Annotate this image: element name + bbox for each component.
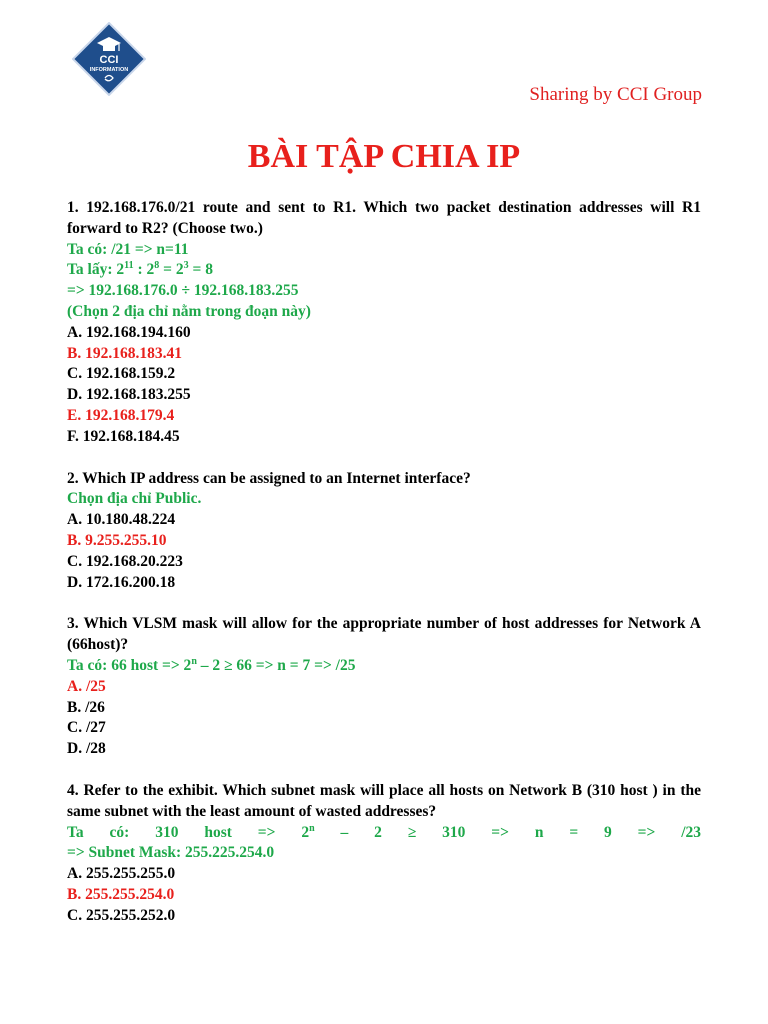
q1-question: 1. 192.168.176.0/21 route and sent to R1. Which two packet destination addresses will R1 forward to R2? (Choose two.) xyxy=(67,199,701,237)
q4-explanation-2: => Subnet Mask: 255.225.254.0 xyxy=(67,844,275,862)
q4-explanation-1: Ta có: 310 host => $2^n - 2 \ge 310 => n = 9 => /23$ xyxy=(67,822,701,841)
q4-question: 4. Refer to the exhibit. Which subnet mask will place all hosts on Network B (310 host ) in the same subnet with the least amount of wasted addresses? xyxy=(67,781,701,820)
q3-question: 3. Which VLSM mask will allow for the appropriate number of host addresses for Network A (66host)? xyxy=(67,615,701,654)
q2-option-d: D. 172.16.200.18 xyxy=(67,573,176,591)
cci-logo xyxy=(72,22,146,96)
q1-option-a: A. 192.168.194.160 xyxy=(67,323,191,341)
q3-option-c: C. /27 xyxy=(67,719,106,737)
q1-option-d: D. 192.168.183.255 xyxy=(67,386,191,404)
q1-explanation-1: Ta có: /21 => n=11 xyxy=(67,240,189,258)
q4-option-b: B. 255.255.254.0 xyxy=(67,885,175,903)
q1-option-b: B. 192.168.183.41 xyxy=(67,344,182,362)
q1-option-f: F. 192.168.184.45 xyxy=(67,427,180,445)
q3-explanation-1: Ta có: 66 host => $2^n - 2 \ge 66 => n = 7 => /25$ xyxy=(67,655,356,674)
q4-option-c: C. 255.255.252.0 xyxy=(67,906,176,924)
q2-explanation-1: Chọn địa chỉ Public. xyxy=(67,490,202,508)
q2-option-b: B. 9.255.255.10 xyxy=(67,531,167,549)
logo-text-information: INFORMATION xyxy=(89,67,129,73)
q2-option-a: A. 10.180.48.224 xyxy=(67,511,176,529)
q3-option-b: B. /26 xyxy=(67,698,105,716)
q3-option-a: A. /25 xyxy=(67,677,106,695)
q1-explanation-3: => 192.168.176.0 ÷ 192.168.183.255 xyxy=(67,282,299,300)
q1-explanation-2: Ta lấy: $2^{11}$ : $2^8 = 2^3 = 8$ xyxy=(67,260,213,279)
q3-option-d: D. /28 xyxy=(67,740,106,758)
page-title: BÀI TẬP CHIA IP xyxy=(247,138,521,175)
q1-option-c: C. 192.168.159.2 xyxy=(67,365,176,383)
header-sharing-text: Sharing by CCI Group xyxy=(529,84,702,105)
q1-option-e: E. 192.168.179.4 xyxy=(67,406,175,424)
q4-option-a: A. 255.255.255.0 xyxy=(67,865,176,883)
q2-option-c: C. 192.168.20.223 xyxy=(67,552,183,570)
q1-explanation-4: (Chọn 2 địa chỉ nằm trong đoạn này) xyxy=(67,302,311,320)
document-body xyxy=(67,198,701,927)
q2-question: 2. Which IP address can be assigned to an Internet interface? xyxy=(67,469,471,487)
logo-text-cci: CCI xyxy=(99,54,119,66)
